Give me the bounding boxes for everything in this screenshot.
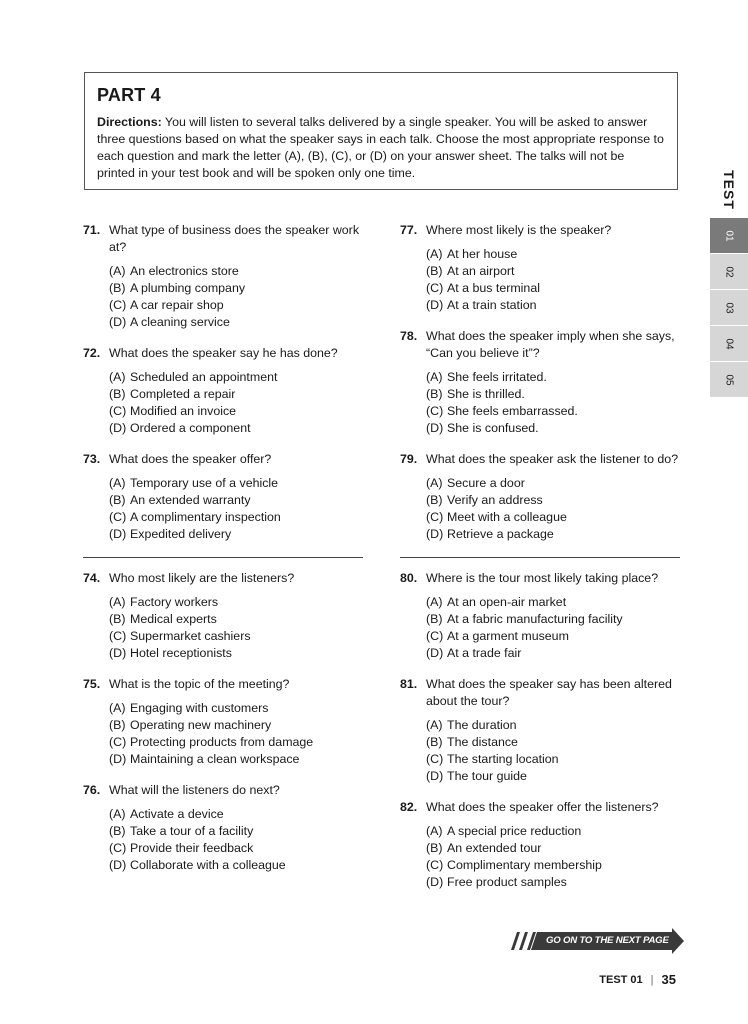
answer-option: [109, 314, 365, 331]
option-letter: (D): [109, 646, 127, 660]
question-item: [83, 451, 365, 543]
answer-option: [426, 420, 682, 437]
option-text: Medical experts: [130, 612, 217, 626]
option-letter: (B): [109, 281, 126, 295]
option-letter: (D): [109, 527, 127, 541]
question-header: [83, 676, 365, 693]
option-letter: (D): [109, 752, 127, 766]
question-number: 74.: [83, 571, 101, 585]
answer-option: [109, 420, 365, 437]
answer-option: [109, 369, 365, 386]
option-letter: (B): [109, 718, 126, 732]
option-text: Meet with a colleague: [447, 510, 567, 524]
question-header: [83, 782, 365, 799]
option-letter: (C): [426, 281, 444, 295]
answer-options: [426, 475, 682, 543]
test-tab-label: 04: [723, 337, 735, 350]
footer-test-label: TEST 01: [599, 973, 643, 986]
answer-options: [426, 369, 682, 437]
test-tab-02[interactable]: [710, 254, 748, 290]
option-letter: (B): [426, 264, 443, 278]
answer-option: [109, 509, 365, 526]
question-number: 73.: [83, 452, 101, 466]
option-letter: (D): [426, 527, 444, 541]
directions-body: You will listen to several talks delivered by a single speaker. You will be asked to answer three questions based on what the speaker says in each talk. Choose the most appropriate response to each question and mark the letter (A), (B), (C), or (D) on your answer sheet. The talks will not be printed in your test book and will be spoken only one time.: [97, 115, 664, 180]
option-letter: (A): [109, 476, 126, 490]
option-letter: (A): [109, 264, 126, 278]
answer-option: [109, 611, 365, 628]
option-text: The tour guide: [447, 769, 527, 783]
question-number: 75.: [83, 677, 101, 691]
test-tab-05[interactable]: [710, 362, 748, 398]
option-letter: (C): [109, 404, 127, 418]
option-letter: (C): [109, 629, 127, 643]
answer-option: [426, 403, 682, 420]
test-tab-04[interactable]: [710, 326, 748, 362]
question-text: What does the speaker say he has done?: [109, 346, 338, 360]
option-letter: (D): [426, 421, 444, 435]
question-item: [83, 570, 365, 662]
option-letter: (A): [426, 247, 443, 261]
option-text: At a fabric manufacturing facility: [447, 612, 623, 626]
question-text: Who most likely are the listeners?: [109, 571, 295, 585]
option-text: She feels embarrassed.: [447, 404, 578, 418]
answer-option: [426, 280, 682, 297]
option-text: Hotel receptionists: [130, 646, 232, 660]
directions-label: Directions:: [97, 115, 162, 129]
option-letter: (D): [109, 421, 127, 435]
question-text: What does the speaker imply when she says, “Can you believe it”?: [426, 329, 675, 360]
question-number: 81.: [400, 677, 418, 691]
answer-option: [426, 475, 682, 492]
answer-option: [109, 386, 365, 403]
option-text: An extended tour: [447, 841, 542, 855]
option-text: Operating new machinery: [130, 718, 272, 732]
option-letter: (B): [109, 824, 126, 838]
question-header: [83, 222, 365, 256]
option-text: The duration: [447, 718, 517, 732]
answer-option: [426, 297, 682, 314]
question-header: [83, 345, 365, 362]
side-test-label: TEST: [721, 170, 737, 210]
test-tab-01[interactable]: [710, 218, 748, 254]
option-text: Engaging with customers: [130, 701, 269, 715]
answer-option: [109, 280, 365, 297]
footer-separator: |: [650, 973, 654, 986]
part-directions-box: [84, 72, 678, 190]
answer-option: [109, 806, 365, 823]
test-tab-label: 01: [723, 229, 735, 242]
option-text: Retrieve a package: [447, 527, 554, 541]
answer-options: [426, 823, 682, 891]
answer-options: [109, 806, 365, 874]
question-header: [83, 570, 365, 587]
answer-option: [109, 492, 365, 509]
answer-option: [109, 645, 365, 662]
answer-options: [426, 594, 682, 662]
option-text: Modified an invoice: [130, 404, 237, 418]
answer-option: [109, 403, 365, 420]
answer-option: [426, 611, 682, 628]
answer-option: [109, 751, 365, 768]
test-tab-03[interactable]: [710, 290, 748, 326]
answer-option: [426, 628, 682, 645]
answer-option: [109, 594, 365, 611]
answer-options: [109, 475, 365, 543]
option-text: The starting location: [447, 752, 559, 766]
question-item: [83, 222, 365, 331]
option-letter: (A): [109, 595, 126, 609]
question-item: [83, 782, 365, 874]
answer-option: [109, 823, 365, 840]
question-header: [400, 328, 682, 362]
left-question-column: [83, 222, 365, 888]
answer-option: [109, 263, 365, 280]
question-header: [400, 222, 682, 239]
option-letter: (A): [109, 807, 126, 821]
page-number: 35: [661, 972, 676, 987]
option-letter: (B): [109, 493, 126, 507]
answer-options: [426, 717, 682, 785]
question-number: 80.: [400, 571, 418, 585]
answer-option: [109, 717, 365, 734]
question-number: 71.: [83, 223, 101, 237]
option-letter: (D): [426, 646, 444, 660]
option-text: At a train station: [447, 298, 537, 312]
answer-option: [426, 526, 682, 543]
option-text: A special price reduction: [447, 824, 582, 838]
answer-option: [426, 874, 682, 891]
option-text: A cleaning service: [130, 315, 230, 329]
answer-options: [109, 594, 365, 662]
question-header: [400, 676, 682, 710]
answer-option: [426, 369, 682, 386]
option-text: A plumbing company: [130, 281, 246, 295]
answer-option: [426, 509, 682, 526]
option-letter: (B): [426, 612, 443, 626]
option-letter: (D): [109, 315, 127, 329]
option-letter: (C): [109, 735, 127, 749]
option-letter: (A): [426, 476, 443, 490]
question-text: What does the speaker ask the listener to do?: [426, 452, 679, 466]
option-text: Verify an address: [447, 493, 543, 507]
option-letter: (D): [109, 858, 127, 872]
option-text: Free product samples: [447, 875, 567, 889]
option-letter: (D): [426, 875, 444, 889]
question-text: What will the listeners do next?: [109, 783, 280, 797]
option-letter: (A): [109, 370, 126, 384]
next-page-label: GO ON TO THE NEXT PAGE: [546, 935, 669, 946]
option-letter: (D): [426, 298, 444, 312]
question-header: [83, 451, 365, 468]
option-letter: (D): [426, 769, 444, 783]
part-title: PART 4: [97, 85, 161, 105]
option-text: The distance: [447, 735, 518, 749]
option-text: A complimentary inspection: [130, 510, 281, 524]
answer-option: [109, 857, 365, 874]
answer-option: [426, 840, 682, 857]
option-letter: (C): [426, 510, 444, 524]
page-footer: [599, 972, 676, 987]
option-letter: (C): [109, 298, 127, 312]
option-text: Complimentary membership: [447, 858, 602, 872]
answer-option: [426, 823, 682, 840]
question-item: [83, 676, 365, 768]
right-question-column: [400, 222, 682, 905]
question-item: [400, 328, 682, 437]
section-divider: [83, 557, 363, 558]
question-header: [400, 570, 682, 587]
option-text: Expedited delivery: [130, 527, 232, 541]
option-text: At a trade fair: [447, 646, 522, 660]
answer-option: [426, 717, 682, 734]
option-letter: (A): [426, 595, 443, 609]
option-text: An electronics store: [130, 264, 239, 278]
answer-options: [426, 246, 682, 314]
answer-options: [109, 700, 365, 768]
option-letter: (C): [426, 404, 444, 418]
question-number: 78.: [400, 329, 418, 343]
option-letter: (B): [426, 493, 443, 507]
option-letter: (B): [426, 735, 443, 749]
answer-option: [109, 297, 365, 314]
option-text: Completed a repair: [130, 387, 236, 401]
option-text: Temporary use of a vehicle: [130, 476, 279, 490]
answer-option: [426, 734, 682, 751]
test-tab-label: 03: [723, 301, 735, 314]
option-letter: (B): [109, 387, 126, 401]
option-text: Protecting products from damage: [130, 735, 314, 749]
question-text: Where is the tour most likely taking place?: [426, 571, 659, 585]
option-text: A car repair shop: [130, 298, 224, 312]
question-text: What type of business does the speaker work at?: [109, 223, 360, 254]
question-number: 82.: [400, 800, 418, 814]
option-text: Take a tour of a facility: [130, 824, 254, 838]
option-letter: (A): [426, 824, 443, 838]
option-letter: (C): [109, 841, 127, 855]
option-text: She is thrilled.: [447, 387, 525, 401]
question-text: What does the speaker say has been altered about the tour?: [426, 677, 672, 708]
question-text: Where most likely is the speaker?: [426, 223, 612, 237]
answer-options: [109, 369, 365, 437]
answer-option: [426, 857, 682, 874]
question-text: What does the speaker offer?: [109, 452, 272, 466]
question-item: [400, 570, 682, 662]
answer-option: [426, 645, 682, 662]
option-text: She feels irritated.: [447, 370, 547, 384]
option-letter: (C): [426, 858, 444, 872]
option-text: Provide their feedback: [130, 841, 254, 855]
option-text: Collaborate with a colleague: [130, 858, 286, 872]
option-text: At an airport: [447, 264, 515, 278]
option-text: An extended warranty: [130, 493, 251, 507]
answer-options: [109, 263, 365, 331]
question-number: 77.: [400, 223, 418, 237]
test-tab-label: 02: [723, 265, 735, 278]
question-item: [400, 222, 682, 314]
option-text: Maintaining a clean workspace: [130, 752, 300, 766]
answer-option: [109, 526, 365, 543]
option-text: She is confused.: [447, 421, 539, 435]
option-text: Ordered a component: [130, 421, 251, 435]
option-letter: (C): [109, 510, 127, 524]
option-text: Activate a device: [130, 807, 224, 821]
option-text: At her house: [447, 247, 518, 261]
option-text: Scheduled an appointment: [130, 370, 278, 384]
option-text: At an open-air market: [447, 595, 567, 609]
answer-option: [426, 751, 682, 768]
option-letter: (A): [426, 718, 443, 732]
answer-option: [109, 475, 365, 492]
answer-option: [109, 628, 365, 645]
answer-option: [109, 700, 365, 717]
question-item: [83, 345, 365, 437]
answer-option: [426, 246, 682, 263]
option-letter: (B): [426, 841, 443, 855]
answer-option: [426, 263, 682, 280]
answer-option: [426, 594, 682, 611]
option-letter: (A): [426, 370, 443, 384]
option-letter: (B): [109, 612, 126, 626]
question-item: [400, 451, 682, 543]
question-item: [400, 676, 682, 785]
option-letter: (C): [426, 752, 444, 766]
option-text: Secure a door: [447, 476, 525, 490]
test-tab-label: 05: [723, 373, 735, 386]
answer-option: [109, 734, 365, 751]
directions-text: [97, 114, 665, 182]
answer-option: [109, 840, 365, 857]
test-section-tabs: [710, 218, 748, 398]
answer-option: [426, 768, 682, 785]
question-header: [400, 451, 682, 468]
option-letter: (B): [426, 387, 443, 401]
option-text: At a bus terminal: [447, 281, 540, 295]
option-letter: (A): [109, 701, 126, 715]
go-on-next-page-banner: [508, 928, 684, 954]
question-number: 79.: [400, 452, 418, 466]
option-letter: (C): [426, 629, 444, 643]
option-text: Factory workers: [130, 595, 219, 609]
question-number: 72.: [83, 346, 101, 360]
question-header: [400, 799, 682, 816]
question-text: What does the speaker offer the listeners?: [426, 800, 659, 814]
question-text: What is the topic of the meeting?: [109, 677, 290, 691]
answer-option: [426, 386, 682, 403]
question-item: [400, 799, 682, 891]
option-text: At a garment museum: [447, 629, 569, 643]
option-text: Supermarket cashiers: [130, 629, 251, 643]
question-number: 76.: [83, 783, 101, 797]
answer-option: [426, 492, 682, 509]
section-divider: [400, 557, 680, 558]
